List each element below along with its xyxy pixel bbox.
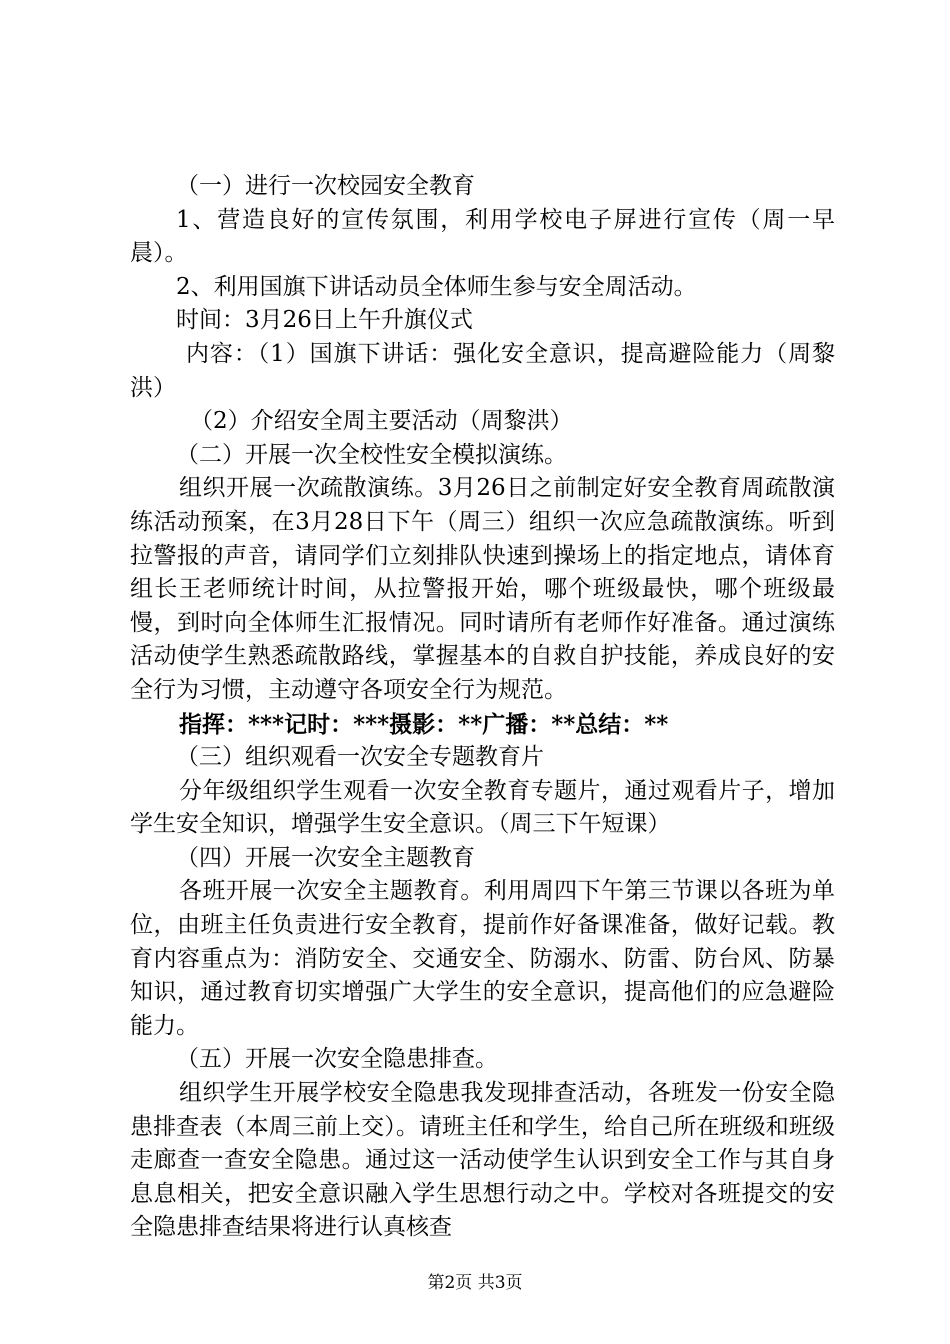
paragraph: 1、营造良好的宣传氛围，利用学校电子屏进行宣传（周一早晨）。 <box>130 206 835 267</box>
section-heading-4: （四）开展一次安全主题教育 <box>176 844 475 871</box>
paragraph: 分年级组织学生观看一次安全教育专题片，通过观看片子，增加学生安全知识，增强学生安全意识。（周三下午短课） <box>130 777 835 838</box>
section-heading-1: （一）进行一次校园安全教育 <box>176 173 475 199</box>
page-number: 第2页 共3页 <box>427 1273 523 1293</box>
paragraph: 2、利用国旗下讲话动员全体师生参与安全周活动。 <box>176 273 697 300</box>
paragraph: 时间：3月26日上午升旗仪式 <box>176 307 473 334</box>
section-heading-2: （二）开展一次全校性安全模拟演练。 <box>176 441 567 468</box>
document-body <box>130 170 835 1245</box>
section-heading-5: （五）开展一次安全隐患排查。 <box>176 1046 498 1073</box>
paragraph: 指挥：***记时：***摄影：**广播：**总结：** <box>179 710 669 738</box>
section-heading-3: （三）组织观看一次安全专题教育片 <box>176 744 544 771</box>
paragraph: 组织开展一次疏散演练。3月26日之前制定好安全教育周疏散演练活动预案，在3月28日下午（周三）组织一次应急疏散演练。听到拉警报的声音，请同学们立刻排队快速到操场上的指定地点，请体育组长王老师统计时间，从拉警报开始，哪个班级最快，哪个班级最慢，到时向全体师生汇报情况。同时请所有老师作好准备。通过演练活动使学生熟悉疏散路线，掌握基本的自救自护技能，养成良好的安全行为习惯，主动遵守各项安全行为规范。 <box>130 475 835 703</box>
paragraph: 组织学生开展学校安全隐患我发现排查活动，各班发一份安全隐患排查表（本周三前上交）。请班主任和学生，给自己所在班级和班级走廊查一查安全隐患。通过这一活动使学生认识到安全工作与其自身息息相关，把安全意识融入学生思想行动之中。学校对各班提交的安全隐患排查结果将进行认真核查 <box>130 1080 835 1241</box>
paragraph: 内容：（1）国旗下讲话：强化安全意识，提高避险能力（周黎洪） <box>130 340 835 401</box>
paragraph: 各班开展一次安全主题教育。利用周四下午第三节课以各班为单位，由班主任负责进行安全教育，提前作好备课准备，做好记载。教育内容重点为：消防安全、交通安全、防溺水、防雷、防台风、防暴知识，通过教育切实增强广大学生的安全意识，提高他们的应急避险能力。 <box>130 878 835 1039</box>
paragraph: （2）介绍安全周主要活动（周黎洪） <box>190 408 573 435</box>
